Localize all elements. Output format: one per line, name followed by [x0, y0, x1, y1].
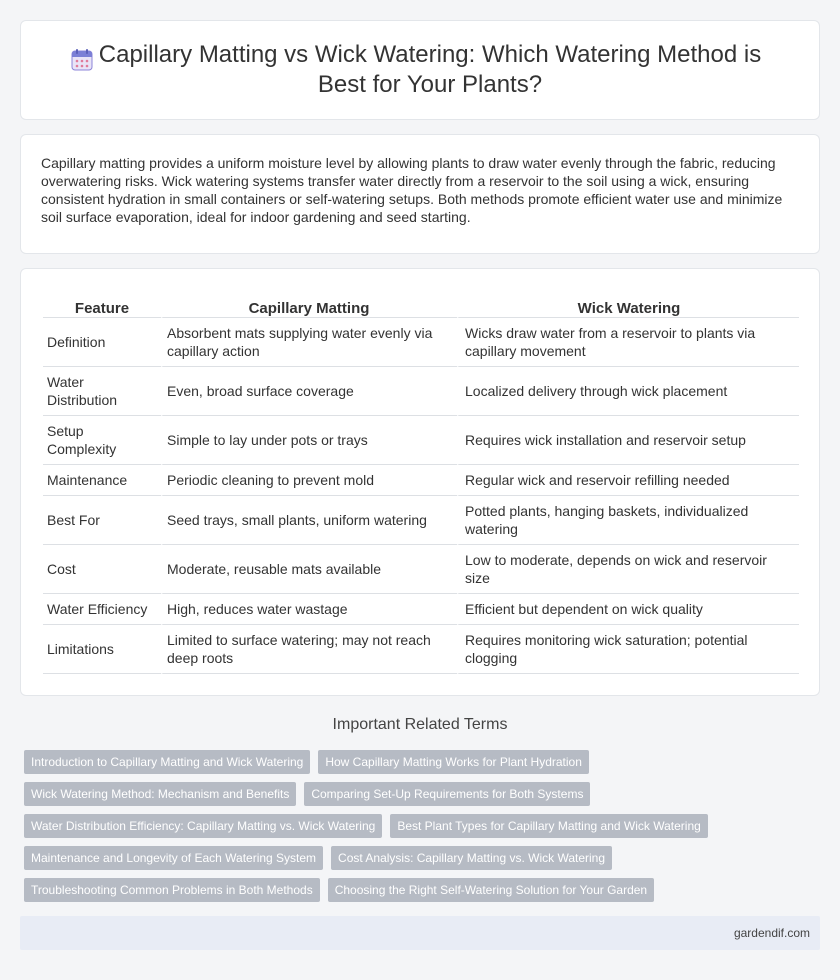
related-terms-heading: Important Related Terms	[332, 716, 508, 733]
table-row	[43, 496, 799, 545]
related-term-tag[interactable]: Wick Watering Method: Mechanism and Benefits	[24, 782, 296, 806]
related-term-tag[interactable]: Water Distribution Efficiency: Capillary Matting vs. Wick Watering	[24, 814, 382, 838]
wick-cell: Low to moderate, depends on wick and reservoir size	[457, 545, 799, 594]
capillary-cell: Periodic cleaning to prevent mold	[161, 465, 457, 496]
related-term-tag[interactable]: Troubleshooting Common Problems in Both Methods	[24, 878, 320, 902]
comparison-table	[43, 296, 799, 674]
capillary-cell: Moderate, reusable mats available	[161, 545, 457, 594]
capillary-cell: Seed trays, small plants, uniform watering	[161, 496, 457, 545]
feature-cell: Setup Complexity	[43, 416, 161, 465]
feature-cell: Best For	[43, 496, 161, 545]
table-row	[43, 416, 799, 465]
intro-paragraph: Capillary matting provides a uniform moisture level by allowing plants to draw water evenly through the fabric, reducing overwatering risks. Wick watering systems transfer water directly from a reservoir to the soil using a wick, ensuring consistent hydration in small containers or self-watering setups. Both methods promote efficient water use and minimize soil surface evaporation, ideal for indoor gardening and seed starting.	[41, 155, 783, 225]
table-row	[43, 465, 799, 496]
wick-cell: Regular wick and reservoir refilling needed	[457, 465, 799, 496]
header-card	[20, 20, 820, 120]
related-term-tag[interactable]: How Capillary Matting Works for Plant Hydration	[318, 750, 589, 774]
feature-cell: Definition	[43, 318, 161, 367]
feature-cell: Cost	[43, 545, 161, 594]
wick-cell: Wicks draw water from a reservoir to plants via capillary movement	[457, 318, 799, 367]
header-wick-watering: Wick Watering	[457, 296, 799, 318]
feature-cell: Water Efficiency	[43, 594, 161, 625]
related-term-tag[interactable]: Introduction to Capillary Matting and Wick Watering	[24, 750, 310, 774]
comparison-table-card	[20, 268, 820, 696]
related-terms-list	[24, 750, 824, 910]
capillary-cell: Even, broad surface coverage	[161, 367, 457, 416]
related-term-tag[interactable]: Choosing the Right Self-Watering Solution for Your Garden	[328, 878, 654, 902]
feature-cell: Maintenance	[43, 465, 161, 496]
table-row	[43, 545, 799, 594]
header-feature: Feature	[43, 296, 161, 318]
capillary-cell: High, reduces water wastage	[161, 594, 457, 625]
related-term-tag[interactable]: Comparing Set-Up Requirements for Both Systems	[304, 782, 590, 806]
intro-card	[20, 134, 820, 254]
table-row	[43, 594, 799, 625]
wick-cell: Potted plants, hanging baskets, individualized watering	[457, 496, 799, 545]
table-row	[43, 318, 799, 367]
wick-cell: Requires wick installation and reservoir setup	[457, 416, 799, 465]
capillary-cell: Limited to surface watering; may not reach deep roots	[161, 625, 457, 674]
related-term-tag[interactable]: Cost Analysis: Capillary Matting vs. Wick Watering	[331, 846, 612, 870]
wick-cell: Efficient but dependent on wick quality	[457, 594, 799, 625]
table-row	[43, 625, 799, 674]
related-term-tag[interactable]: Maintenance and Longevity of Each Watering System	[24, 846, 323, 870]
feature-cell: Limitations	[43, 625, 161, 674]
related-term-tag[interactable]: Best Plant Types for Capillary Matting and Wick Watering	[390, 814, 707, 838]
footer-site-link[interactable]: gardendif.com	[733, 926, 810, 940]
wick-cell: Localized delivery through wick placement	[457, 367, 799, 416]
capillary-cell: Simple to lay under pots or trays	[161, 416, 457, 465]
feature-cell: Water Distribution	[43, 367, 161, 416]
page-title: Capillary Matting vs Wick Watering: Which Watering Method is Best for Your Plants?	[98, 41, 762, 98]
header-capillary-matting: Capillary Matting	[161, 296, 457, 318]
footer-bar	[20, 916, 820, 950]
table-header-row	[43, 296, 799, 318]
table-row	[43, 367, 799, 416]
wick-cell: Requires monitoring wick saturation; potential clogging	[457, 625, 799, 674]
capillary-cell: Absorbent mats supplying water evenly via capillary action	[161, 318, 457, 367]
